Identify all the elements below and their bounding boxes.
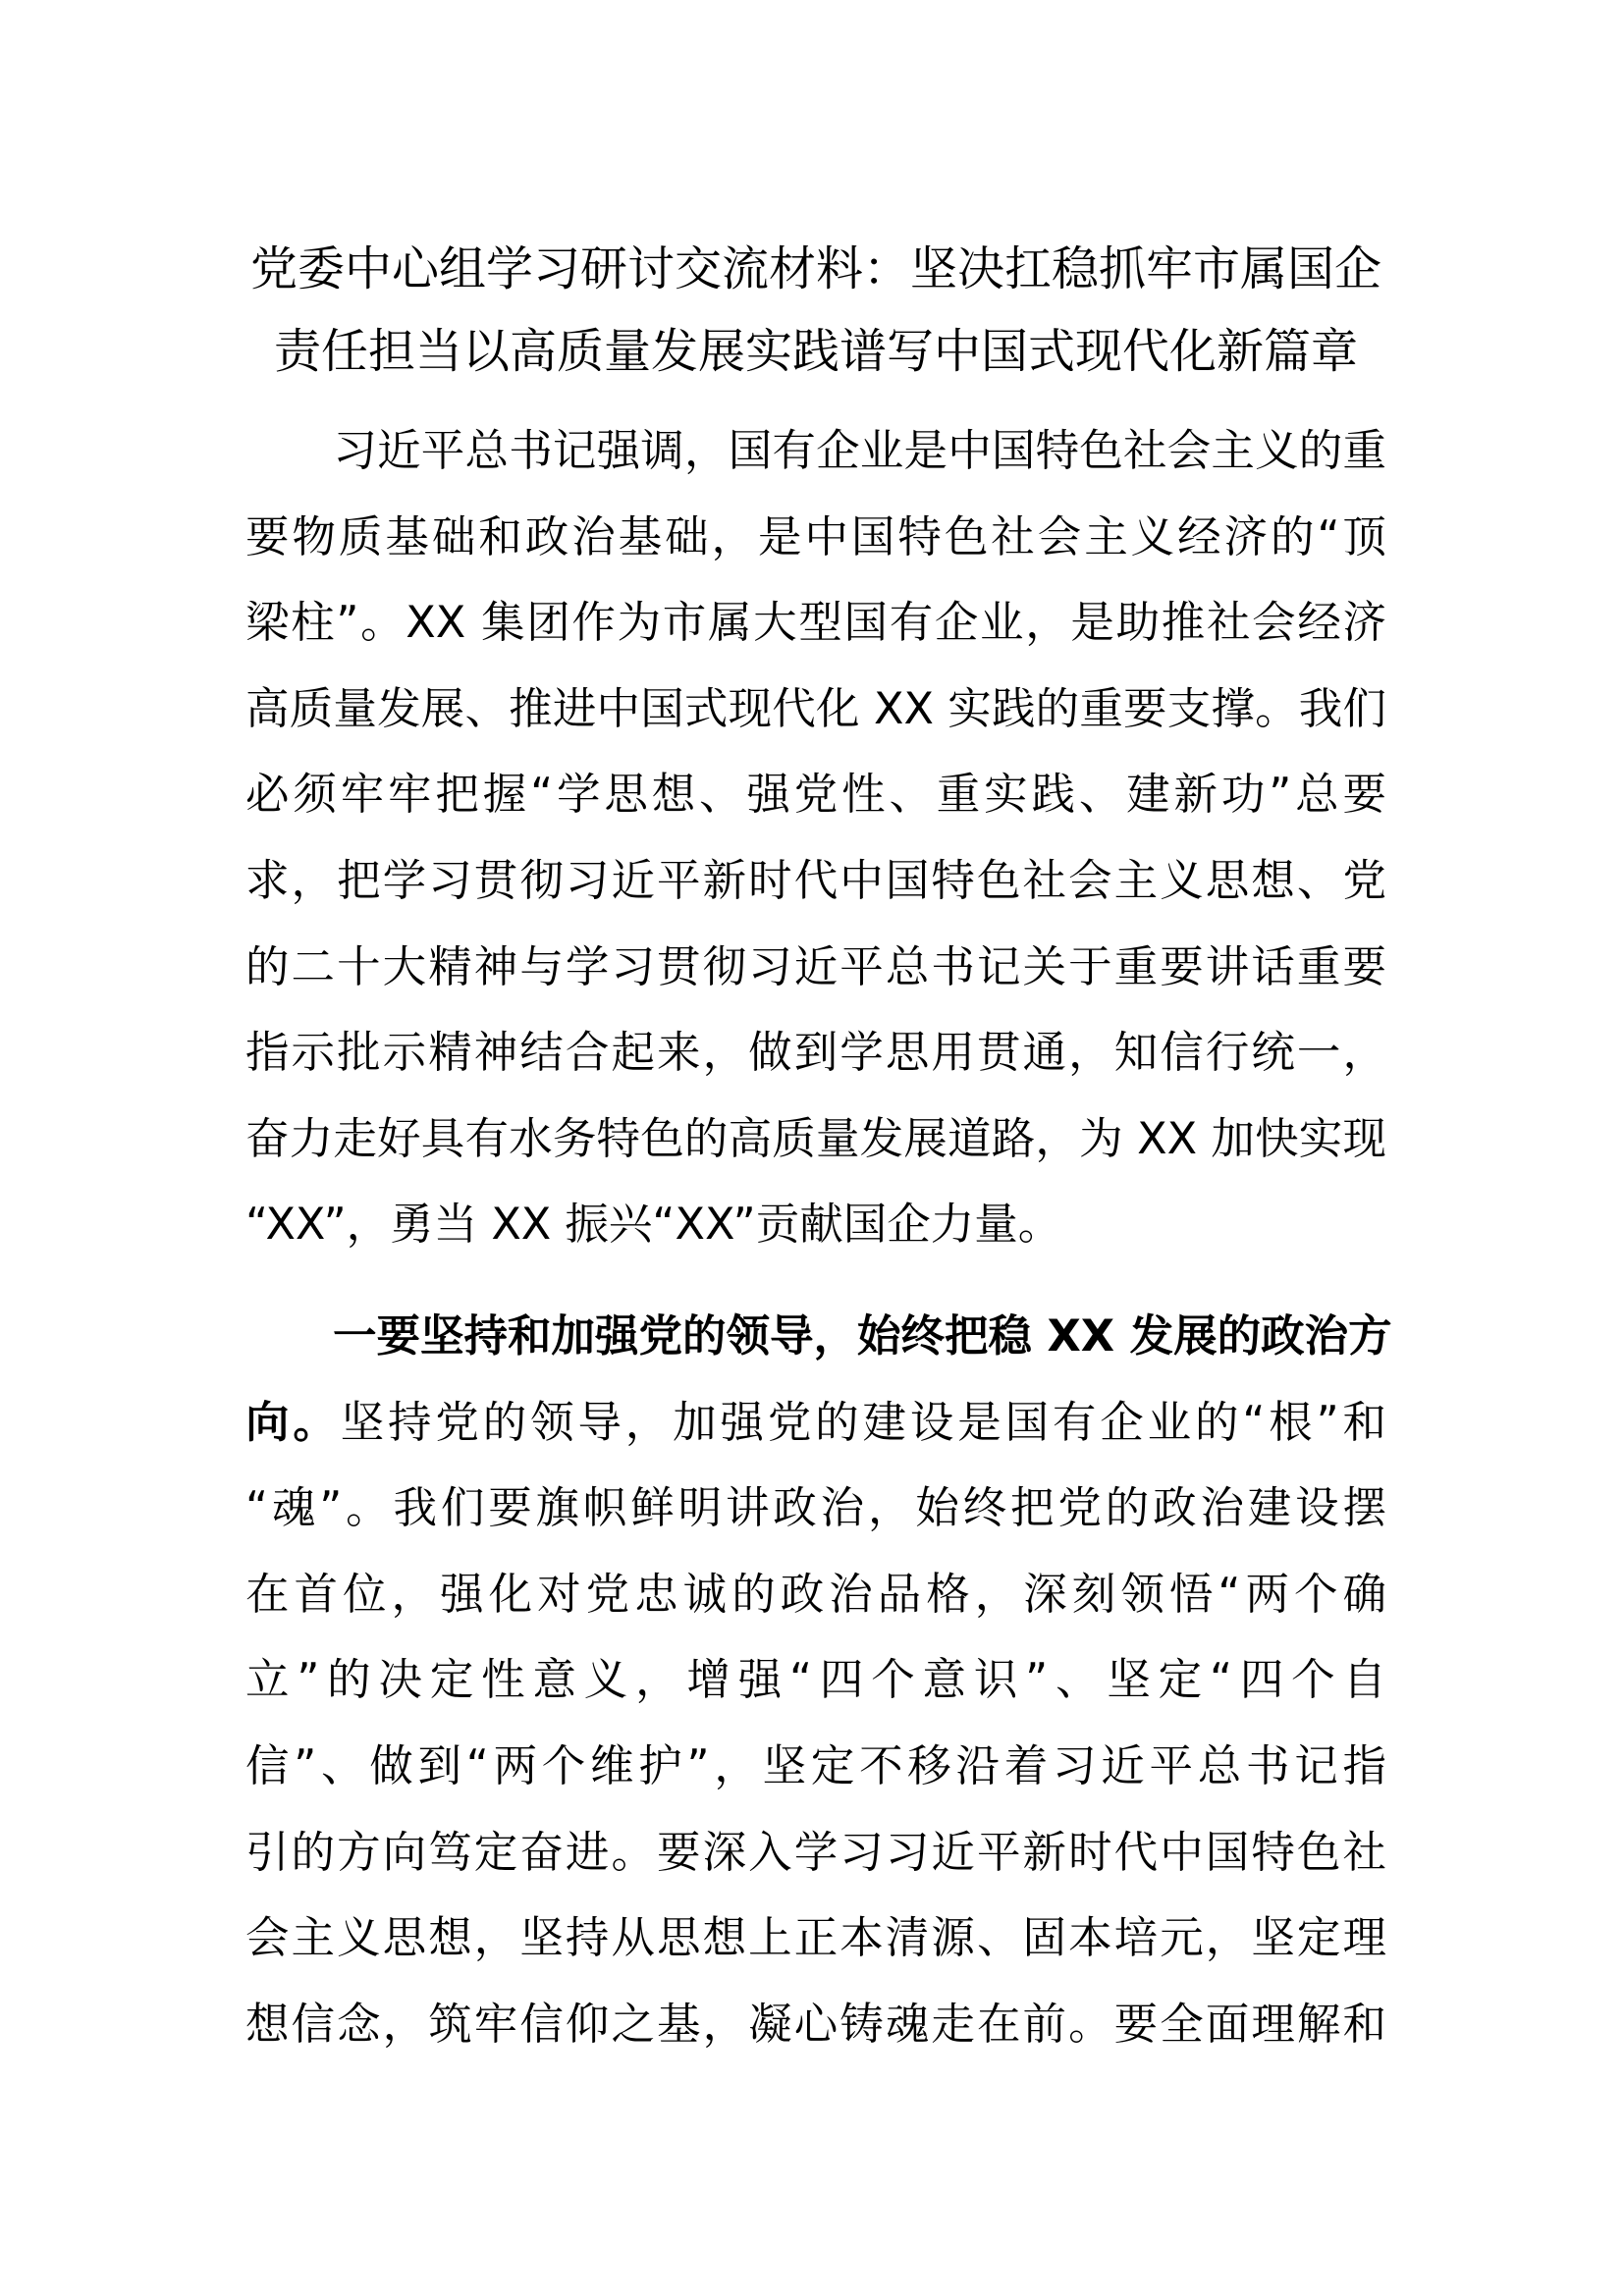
paragraph-line: 想信念，筑牢信仰之基，凝心铸魂走在前。要全面理解和 xyxy=(245,1999,1386,2050)
paragraph-line: 立”的决定性意义，增强“四个意识”、坚定“四个自 xyxy=(245,1655,1386,1706)
paragraph-line: 求，把学习贯彻习近平新时代中国特色社会主义思想、党 xyxy=(245,855,1386,906)
intro-paragraph xyxy=(245,408,1386,1268)
title-line-2: 责任担当以高质量发展实践谱写中国式现代化新篇章 xyxy=(273,324,1358,379)
paragraph-line: 信”、做到“两个维护”，坚定不移沿着习近平总书记指 xyxy=(245,1740,1386,1791)
paragraph-line: 在首位，强化对党忠诚的政治品格，深刻领悟“两个确 xyxy=(245,1569,1386,1620)
paragraph-line: 会主义思想，坚持从思想上正本清源、固本培元，坚定理 xyxy=(245,1913,1386,1964)
title-line-1: 党委中心组学习研讨交流材料：坚决扛稳抓牢市属国企 xyxy=(249,241,1381,296)
document-page xyxy=(245,228,1392,2067)
paragraph-line xyxy=(245,1380,1386,1467)
paragraph-line: 高质量发展、推进中国式现代化 XX 实践的重要支撑。我们 xyxy=(245,683,1386,734)
document-title xyxy=(236,228,1396,393)
paragraph-line: 梁柱”。XX 集团作为市属大型国有企业，是助推社会经济 xyxy=(245,598,1386,649)
paragraph-line: 指示批示精神结合起来，做到学思用贯通，知信行统一， xyxy=(245,1028,1386,1079)
paragraph-line: 习近平总书记强调，国有企业是中国特色社会主义的重 xyxy=(245,426,1386,476)
paragraph-line: “XX”，勇当 XX 振兴“XX”贡献国企力量。 xyxy=(245,1200,1062,1251)
paragraph-line: 必须牢牢把握“学思想、强党性、重实践、建新功”总要 xyxy=(245,770,1386,821)
paragraph-line: 的二十大精神与学习贯彻习近平总书记关于重要讲话重要 xyxy=(245,941,1386,992)
paragraph-line: “魂”。我们要旗帜鲜明讲政治，始终把党的政治建设摆 xyxy=(245,1483,1386,1534)
section-heading: 一要坚持和加强党的领导，始终把稳 XX 发展的政治方 xyxy=(245,1310,1392,1362)
paragraph-line: 要物质基础和政治基础，是中国特色社会主义经济的“顶 xyxy=(245,511,1386,562)
section-1-paragraph xyxy=(245,1294,1392,2067)
paragraph-line: 奋力走好具有水务特色的高质量发展道路，为 XX 加快实现 xyxy=(245,1113,1386,1164)
paragraph-line: 引的方向笃定奋进。要深入学习习近平新时代中国特色社 xyxy=(245,1827,1386,1878)
paragraph-text: 坚持党的领导，加强党的建设是国有企业的“根”和 xyxy=(340,1397,1386,1448)
section-heading-end: 向。 xyxy=(245,1397,341,1448)
